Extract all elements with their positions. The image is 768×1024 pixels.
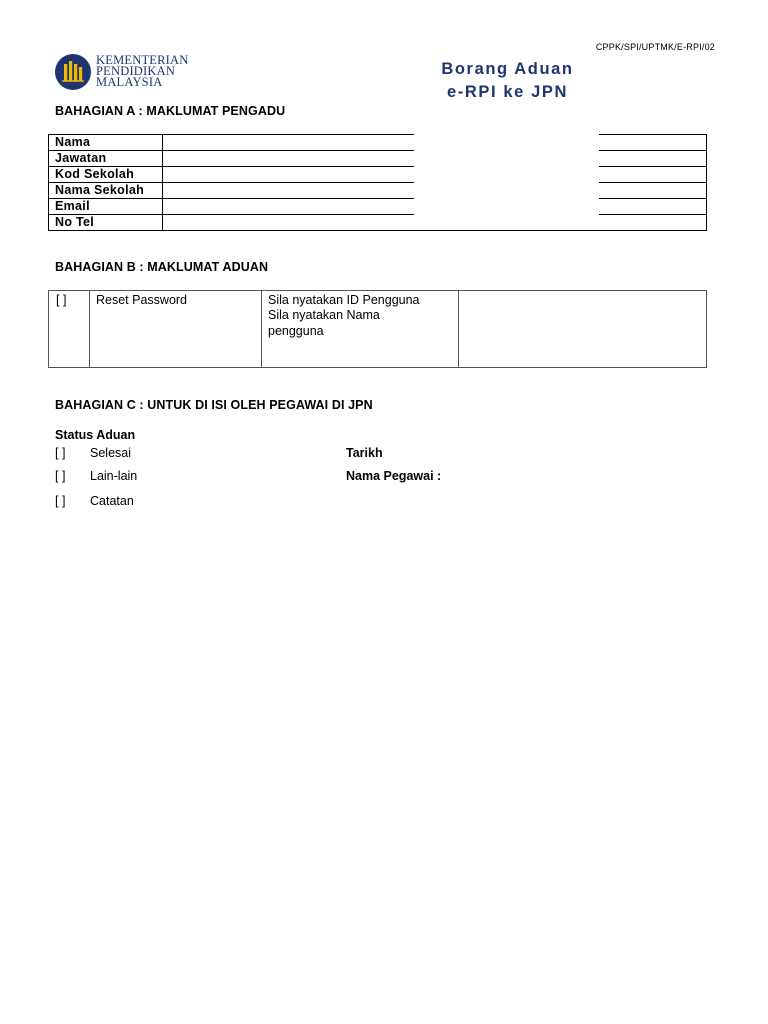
field-label-no-tel: No Tel [55, 215, 95, 229]
status-label-catatan: Catatan [90, 494, 134, 508]
ministry-logo [54, 53, 194, 93]
field-label-jawatan: Jawatan [55, 151, 107, 165]
complaint-checkbox[interactable]: [ ] [56, 293, 67, 307]
status-checkbox-catatan[interactable]: [ ] [55, 494, 66, 508]
form-title-line-1: Borang Aduan [441, 60, 574, 78]
section-a-heading: BAHAGIAN A : MAKLUMAT PENGADU [55, 104, 286, 118]
field-label-nama-sekolah: Nama Sekolah [55, 183, 145, 197]
form-title-line-2: e-RPI ke JPN [447, 83, 568, 101]
instruction-user-id: Sila nyatakan ID Pengguna [268, 293, 420, 307]
field-label-nama: Nama [55, 135, 91, 149]
section-b-heading: BAHAGIAN B : MAKLUMAT ADUAN [55, 260, 269, 274]
logo-line-2: PENDIDIKAN [96, 64, 176, 78]
date-label: Tarikh [346, 446, 383, 460]
complaint-details-field[interactable] [461, 292, 701, 364]
logo-line-1: KEMENTERIAN [96, 53, 189, 67]
status-checkbox-lain-lain[interactable]: [ ] [55, 469, 66, 483]
status-label-lain-lain: Lain-lain [90, 469, 138, 483]
instruction-user-name: Sila nyatakan Nama [268, 308, 380, 322]
section-c-heading: BAHAGIAN C : UNTUK DI ISI OLEH PEGAWAI DI JPN [55, 398, 373, 412]
field-label-kod-sekolah: Kod Sekolah [55, 167, 135, 181]
status-label-selesai: Selesai [90, 446, 131, 460]
officer-name-label: Nama Pegawai : [346, 469, 442, 483]
status-checkbox-selesai[interactable]: [ ] [55, 446, 66, 460]
complainant-info-table [48, 134, 707, 231]
ministry-emblem-icon [54, 53, 92, 91]
instruction-user-name-cont: pengguna [268, 324, 324, 338]
logo-line-3: MALAYSIA [96, 75, 163, 89]
complaint-item-reset-password: Reset Password [96, 293, 188, 307]
document-reference: CPPK/SPI/UPTMK/E-RPI/02 [595, 42, 715, 52]
status-heading: Status Aduan [55, 428, 136, 442]
ministry-name [96, 55, 188, 88]
form-title [410, 58, 605, 104]
field-label-email: Email [55, 199, 90, 213]
complaint-info-table [48, 290, 707, 368]
